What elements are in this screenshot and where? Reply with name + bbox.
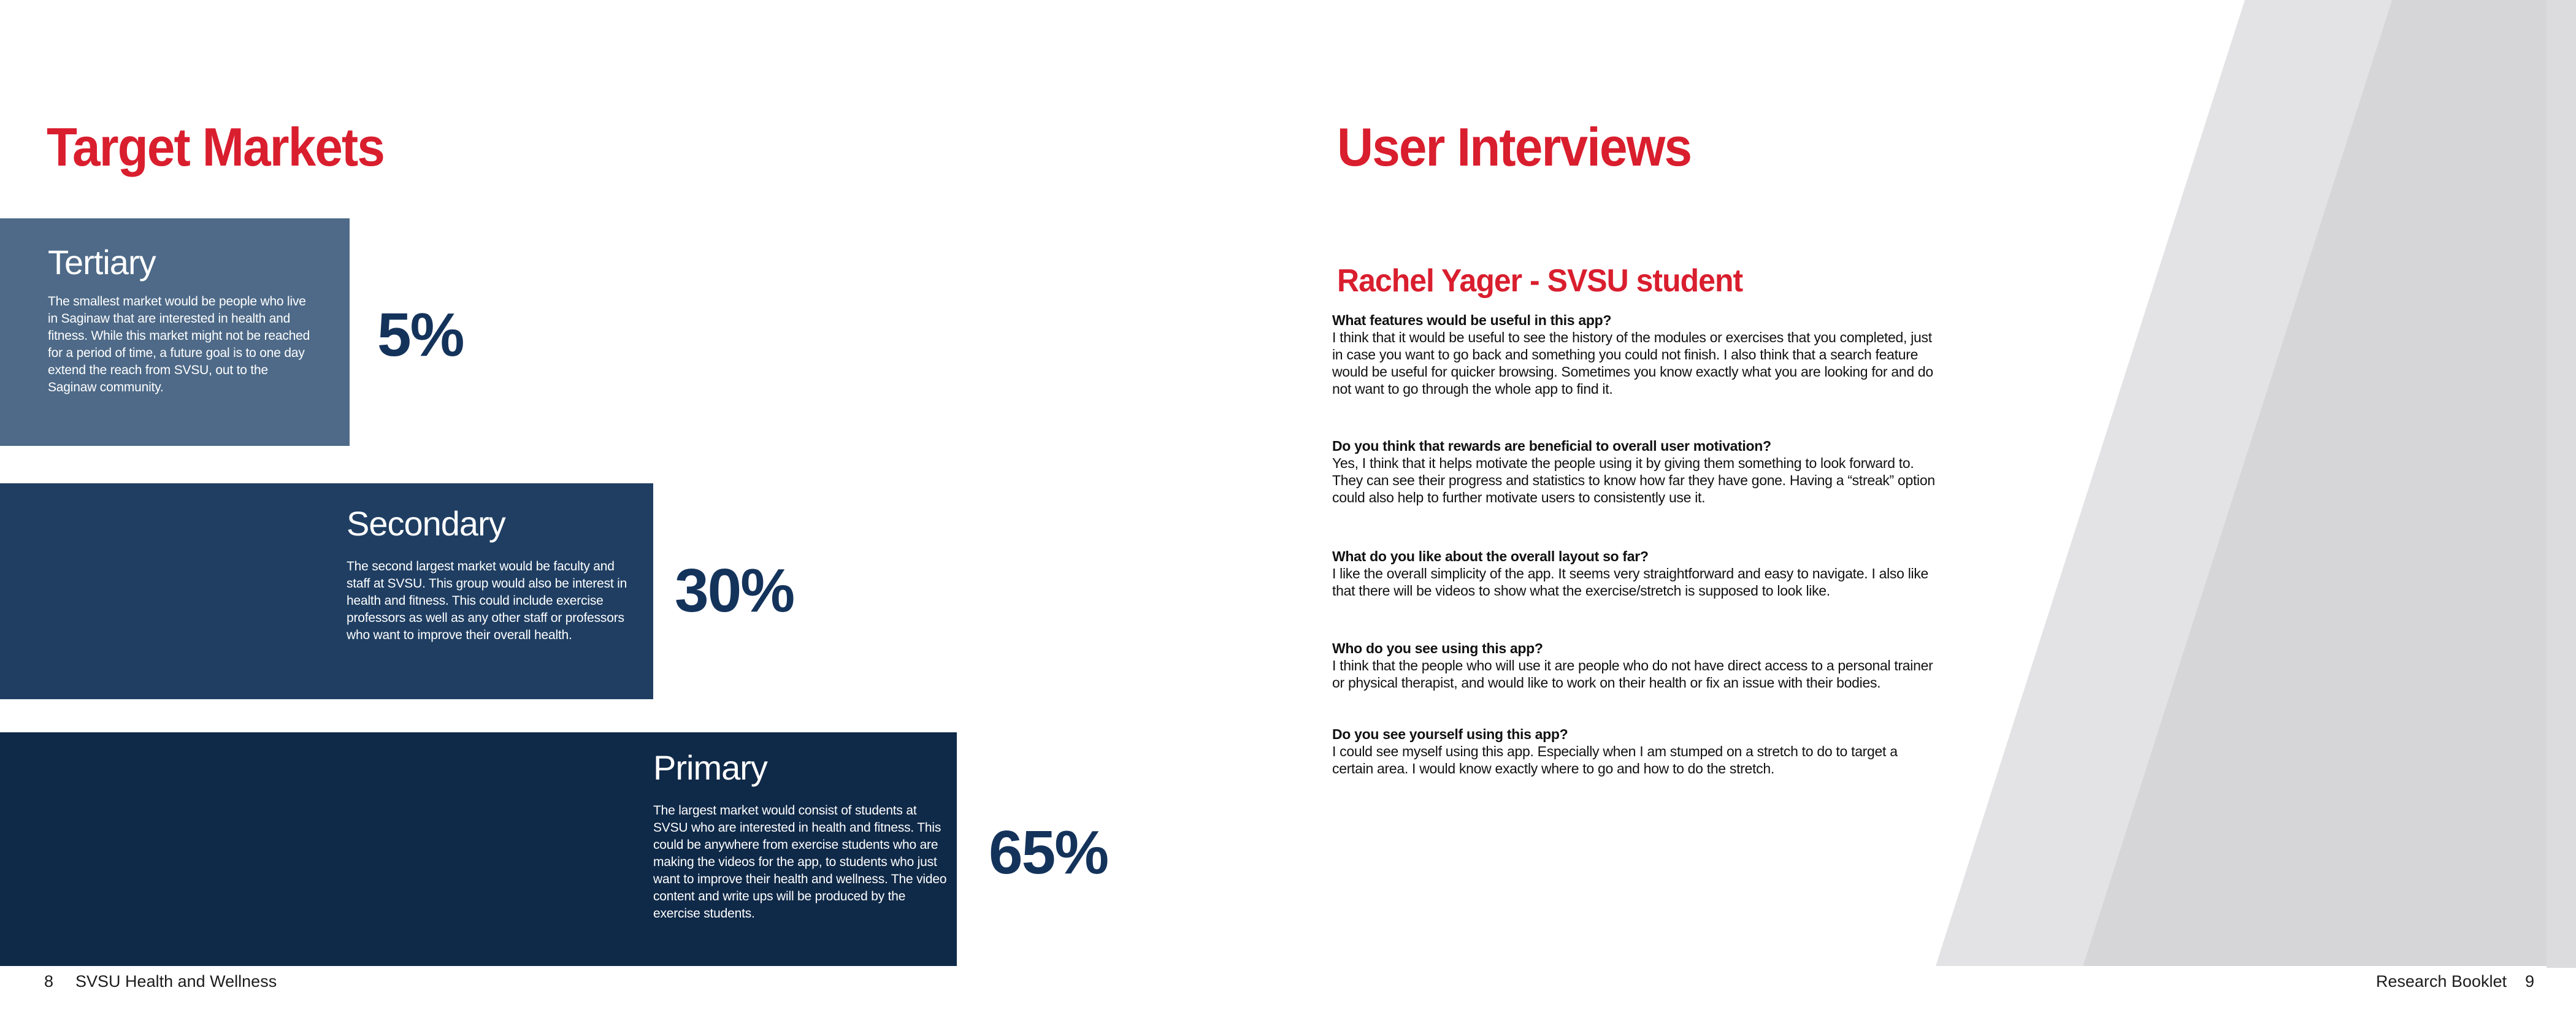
footer-left (44, 972, 277, 991)
market-percent-tertiary: 5% (377, 301, 464, 369)
question-text: What do you like about the overall layout so far? (1332, 548, 1649, 564)
answer-text: Yes, I think that it helps motivate the people using it by giving them something to look forward to. They can see their progress and statistics to know how far they have gone. Having a “streak” option could also help to further motivate users to consistently use it. (1332, 455, 1935, 505)
page-title-user-interviews: User Interviews (1337, 116, 1692, 177)
question-text: Do you see yourself using this app? (1332, 726, 1568, 742)
market-percent-primary: 65% (989, 818, 1108, 887)
market-description-primary: The largest market would consist of students at SVSU who are interested in health and fitness. This could be anywhere from exercise students who are making the videos for the app, to students who just want to improve their health and wellness. The video content and write ups will be produced by the exercise students. (653, 803, 947, 921)
market-description-tertiary: The smallest market would be people who live in Saginaw that are interested in health and fitness. While this market might not be reached for a period of time, a future goal is to one day extend the reach from SVSU, out to the Saginaw community. (48, 294, 310, 395)
market-box-tertiary (0, 218, 350, 446)
footer-booklet-title: Research Booklet (2375, 972, 2507, 991)
page-number-left: 8 (44, 972, 54, 991)
footer-right (2376, 972, 2534, 991)
qa-block-layout (1332, 548, 1939, 599)
market-name-primary: Primary (653, 748, 767, 787)
market-percent-secondary: 30% (675, 556, 794, 625)
interviewee-heading: Rachel Yager - SVSU student (1337, 263, 1743, 299)
page-number-right: 9 (2524, 972, 2534, 991)
footer-booklet-title: SVSU Health and Wellness (75, 972, 277, 991)
market-description-secondary: The second largest market would be faculty and staff at SVSU. This group would also be interest in health and fitness. This could include exercise professors as well as any other staff or professors who want to improve their overall health. (347, 559, 627, 643)
market-box-secondary (0, 483, 653, 699)
market-name-tertiary: Tertiary (48, 243, 156, 282)
answer-text: I think that the people who will use it are people who do not have direct access to a personal trainer or physical therapist, and would like to work on their health or fix an issue with their bodies. (1332, 657, 1933, 691)
qa-block-rewards (1332, 437, 1939, 506)
qa-block-self-use (1332, 726, 1939, 777)
question-text: Do you think that rewards are beneficial to overall user motivation? (1332, 438, 1771, 454)
answer-text: I think that it would be useful to see the history of the modules or exercises that you completed, just in case you want to go back and something you could not finish. I also think that a search feature would be useful for quicker browsing. Sometimes you know exactly what you are looking for and do not want to go through the whole app to find it. (1332, 329, 1933, 397)
qa-block-features (1332, 312, 1939, 397)
qa-block-audience (1332, 640, 1939, 691)
question-text: What features would be useful in this app? (1332, 312, 1612, 328)
market-name-secondary: Secondary (347, 504, 505, 543)
answer-text: I like the overall simplicity of the app. It seems very straightforward and easy to navigate. I also like that there will be videos to show what the exercise/stretch is supposed to look like. (1332, 565, 1929, 599)
question-text: Who do you see using this app? (1332, 640, 1543, 656)
page-title-target-markets: Target Markets (47, 116, 385, 177)
answer-text: I could see myself using this app. Especially when I am stumped on a stretch to do to target a certain area. I would know exactly where to go and how to do the stretch. (1332, 743, 1898, 776)
market-box-primary (0, 732, 957, 966)
stripe-right-edge (2547, 0, 2576, 968)
